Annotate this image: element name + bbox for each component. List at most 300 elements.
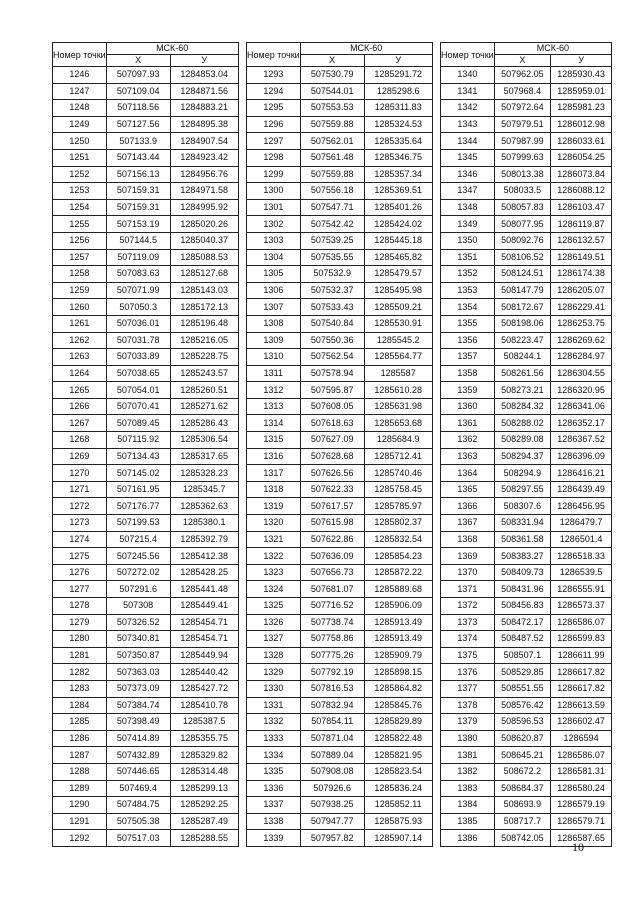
- table-row: [53, 548, 239, 565]
- table-row: [247, 730, 433, 747]
- x-cell: 507972.64: [494, 100, 550, 117]
- point-number-cell: 1355: [441, 315, 495, 332]
- point-number-cell: 1318: [247, 481, 301, 498]
- x-cell: 508596.53: [494, 714, 550, 731]
- table-row: [53, 481, 239, 498]
- point-number-cell: 1374: [441, 631, 495, 648]
- point-number-cell: 1329: [247, 664, 301, 681]
- x-cell: 507031.78: [106, 332, 170, 349]
- y-cell: 1285143.03: [170, 282, 238, 299]
- x-cell: 507350.87: [106, 647, 170, 664]
- y-cell: 1285564.77: [364, 349, 432, 366]
- y-cell: 1286579.71: [551, 813, 612, 830]
- y-cell: 1286539.5: [551, 564, 612, 581]
- point-number-cell: 1275: [53, 548, 107, 565]
- y-cell: 1285712.41: [364, 448, 432, 465]
- y-cell: 1286341.06: [551, 398, 612, 415]
- y-cell: 1285196.48: [170, 315, 238, 332]
- point-number-cell: 1257: [53, 249, 107, 266]
- table-row: [53, 315, 239, 332]
- y-cell: 1285424.02: [364, 216, 432, 233]
- x-cell: 507127.56: [106, 116, 170, 133]
- y-cell: 1285479.57: [364, 266, 432, 283]
- table-row: [247, 564, 433, 581]
- point-number-cell: 1270: [53, 465, 107, 482]
- point-number-cell: 1310: [247, 349, 301, 366]
- point-number-cell: 1312: [247, 382, 301, 399]
- x-cell: 507622.33: [300, 481, 364, 498]
- table-row: [247, 415, 433, 432]
- x-cell: 507118.56: [106, 100, 170, 117]
- x-cell: 507414.89: [106, 730, 170, 747]
- point-number-cell: 1322: [247, 548, 301, 565]
- x-cell: 507556.18: [300, 183, 364, 200]
- y-cell: 1286119.87: [551, 216, 612, 233]
- x-cell: 507484.75: [106, 797, 170, 814]
- point-number-cell: 1276: [53, 564, 107, 581]
- y-cell: 1285610.28: [364, 382, 432, 399]
- y-cell: 1285684.9: [364, 432, 432, 449]
- x-cell: 507622.86: [300, 531, 364, 548]
- point-number-cell: 1278: [53, 598, 107, 615]
- x-cell: 507176.77: [106, 498, 170, 515]
- x-cell: 508409.73: [494, 564, 550, 581]
- table-row: [441, 680, 612, 697]
- table-row: [441, 631, 612, 648]
- x-cell: 507636.09: [300, 548, 364, 565]
- x-cell: 508331.94: [494, 515, 550, 532]
- table-row: [247, 249, 433, 266]
- table-row: [247, 647, 433, 664]
- y-cell: 1285288.55: [170, 830, 238, 847]
- point-number-cell: 1306: [247, 282, 301, 299]
- point-number-cell: 1376: [441, 664, 495, 681]
- point-number-cell: 1303: [247, 232, 301, 249]
- table-row: [247, 332, 433, 349]
- table-row: [53, 83, 239, 100]
- x-cell: 508529.85: [494, 664, 550, 681]
- table-row: [53, 349, 239, 366]
- y-cell: 1285362.63: [170, 498, 238, 515]
- x-cell: 507384.74: [106, 697, 170, 714]
- x-cell: 507245.56: [106, 548, 170, 565]
- y-cell: 1285898.15: [364, 664, 432, 681]
- table-row: [53, 183, 239, 200]
- point-number-cell: 1339: [247, 830, 301, 847]
- point-number-cell: 1267: [53, 415, 107, 432]
- y-cell: 1284853.04: [170, 67, 238, 84]
- point-number-cell: 1286: [53, 730, 107, 747]
- y-cell: 1284895.38: [170, 116, 238, 133]
- point-number-cell: 1315: [247, 432, 301, 449]
- point-number-cell: 1342: [441, 100, 495, 117]
- x-cell: 507119.09: [106, 249, 170, 266]
- table-row: [53, 67, 239, 84]
- table-row: [441, 282, 612, 299]
- table-row: [441, 747, 612, 764]
- table-row: [441, 448, 612, 465]
- point-number-cell: 1379: [441, 714, 495, 731]
- table-row: [247, 531, 433, 548]
- point-number-cell: 1265: [53, 382, 107, 399]
- table-row: [53, 614, 239, 631]
- point-number-cell: 1252: [53, 166, 107, 183]
- table-row: [53, 398, 239, 415]
- y-cell: 1286617.82: [551, 680, 612, 697]
- y-cell: 1285889.68: [364, 581, 432, 598]
- point-number-cell: 1367: [441, 515, 495, 532]
- table-row: [247, 232, 433, 249]
- table-row: [247, 664, 433, 681]
- point-number-cell: 1261: [53, 315, 107, 332]
- point-number-cell: 1321: [247, 531, 301, 548]
- table-row: [247, 797, 433, 814]
- x-cell: 508487.52: [494, 631, 550, 648]
- table-row: [247, 83, 433, 100]
- point-number-cell: 1364: [441, 465, 495, 482]
- coordinates-table-1: [52, 42, 239, 847]
- x-cell: 507987.99: [494, 133, 550, 150]
- point-number-cell: 1320: [247, 515, 301, 532]
- point-number-cell: 1328: [247, 647, 301, 664]
- point-number-cell: 1351: [441, 249, 495, 266]
- x-cell: 507547.71: [300, 199, 364, 216]
- table-row: [53, 647, 239, 664]
- y-cell: 1285907.14: [364, 830, 432, 847]
- point-number-cell: 1311: [247, 365, 301, 382]
- x-cell: 507161.95: [106, 481, 170, 498]
- x-cell: 507446.65: [106, 763, 170, 780]
- point-number-cell: 1369: [441, 548, 495, 565]
- table-row: [441, 598, 612, 615]
- point-number-cell: 1314: [247, 415, 301, 432]
- table-row: [247, 481, 433, 498]
- y-cell: 1285909.79: [364, 647, 432, 664]
- point-number-cell: 1290: [53, 797, 107, 814]
- x-cell: 508223.47: [494, 332, 550, 349]
- point-number-cell: 1386: [441, 830, 495, 847]
- point-number-cell: 1380: [441, 730, 495, 747]
- point-number-cell: 1358: [441, 365, 495, 382]
- table-row: [441, 332, 612, 349]
- x-cell: 507618.63: [300, 415, 364, 432]
- x-cell: 508361.58: [494, 531, 550, 548]
- y-cell: 1286012.98: [551, 116, 612, 133]
- table-body: [53, 67, 239, 847]
- point-number-cell: 1250: [53, 133, 107, 150]
- x-cell: 507156.13: [106, 166, 170, 183]
- table-row: [247, 166, 433, 183]
- y-cell: 1286579.19: [551, 797, 612, 814]
- table-row: [247, 116, 433, 133]
- y-cell: 1285243.57: [170, 365, 238, 382]
- table-row: [53, 266, 239, 283]
- table-row: [441, 697, 612, 714]
- y-cell: 1286205.07: [551, 282, 612, 299]
- table-row: [247, 199, 433, 216]
- point-number-cell: 1385: [441, 813, 495, 830]
- x-cell: 507071.99: [106, 282, 170, 299]
- y-cell: 1285287.49: [170, 813, 238, 830]
- x-cell: 507033.89: [106, 349, 170, 366]
- table-body: [247, 67, 433, 847]
- x-cell: 507947.77: [300, 813, 364, 830]
- table-row: [247, 830, 433, 847]
- point-number-cell: 1341: [441, 83, 495, 100]
- table-row: [441, 398, 612, 415]
- x-cell: 508472.17: [494, 614, 550, 631]
- x-cell: 507854.11: [300, 714, 364, 731]
- x-cell: 507036.01: [106, 315, 170, 332]
- table-row: [247, 763, 433, 780]
- y-cell: 1285088.53: [170, 249, 238, 266]
- y-cell: 1286586.07: [551, 747, 612, 764]
- table-row: [53, 166, 239, 183]
- table-row: [441, 548, 612, 565]
- point-number-cell: 1325: [247, 598, 301, 615]
- header-system: МСК-60: [494, 43, 611, 55]
- x-cell: 507926.6: [300, 780, 364, 797]
- y-cell: 1284871.56: [170, 83, 238, 100]
- table-row: [441, 415, 612, 432]
- x-cell: 507109.04: [106, 83, 170, 100]
- table-row: [247, 614, 433, 631]
- table-row: [53, 199, 239, 216]
- point-number-cell: 1308: [247, 315, 301, 332]
- y-cell: 1286253.75: [551, 315, 612, 332]
- point-number-cell: 1309: [247, 332, 301, 349]
- table-row: [247, 315, 433, 332]
- x-cell: 507144.5: [106, 232, 170, 249]
- y-cell: 1285587: [364, 365, 432, 382]
- table-body: [441, 67, 612, 847]
- point-number-cell: 1297: [247, 133, 301, 150]
- x-cell: 508297.55: [494, 481, 550, 498]
- point-number-cell: 1273: [53, 515, 107, 532]
- point-number-cell: 1373: [441, 614, 495, 631]
- table-row: [441, 714, 612, 731]
- point-number-cell: 1317: [247, 465, 301, 482]
- table-row: [53, 747, 239, 764]
- x-cell: 508273.21: [494, 382, 550, 399]
- table-row: [441, 199, 612, 216]
- x-cell: 507628.68: [300, 448, 364, 465]
- y-cell: 1285311.83: [364, 100, 432, 117]
- y-cell: 1286054.25: [551, 149, 612, 166]
- point-number-cell: 1344: [441, 133, 495, 150]
- point-number-cell: 1284: [53, 697, 107, 714]
- y-cell: 1286352.17: [551, 415, 612, 432]
- y-cell: 1286439.49: [551, 481, 612, 498]
- y-cell: 1285822.48: [364, 730, 432, 747]
- x-cell: 507070.41: [106, 398, 170, 415]
- table-row: [53, 415, 239, 432]
- point-number-cell: 1353: [441, 282, 495, 299]
- x-cell: 507775.26: [300, 647, 364, 664]
- table-row: [441, 813, 612, 830]
- point-number-cell: 1281: [53, 647, 107, 664]
- point-number-cell: 1332: [247, 714, 301, 731]
- x-cell: 508147.79: [494, 282, 550, 299]
- x-cell: 507054.01: [106, 382, 170, 399]
- header-point-number: Номер точки: [53, 43, 107, 67]
- x-cell: 508431.96: [494, 581, 550, 598]
- table-row: [247, 67, 433, 84]
- y-cell: 1285445.18: [364, 232, 432, 249]
- table-row: [247, 813, 433, 830]
- x-cell: 507938.25: [300, 797, 364, 814]
- point-number-cell: 1277: [53, 581, 107, 598]
- point-number-cell: 1266: [53, 398, 107, 415]
- x-cell: 507595.87: [300, 382, 364, 399]
- point-number-cell: 1258: [53, 266, 107, 283]
- table-row: [247, 697, 433, 714]
- x-cell: 507957.82: [300, 830, 364, 847]
- y-cell: 1286555.91: [551, 581, 612, 598]
- point-number-cell: 1307: [247, 299, 301, 316]
- table-row: [441, 780, 612, 797]
- point-number-cell: 1301: [247, 199, 301, 216]
- point-number-cell: 1289: [53, 780, 107, 797]
- y-cell: 1286613.59: [551, 697, 612, 714]
- x-cell: 507871.04: [300, 730, 364, 747]
- y-cell: 1285454.71: [170, 614, 238, 631]
- x-cell: 508198.06: [494, 315, 550, 332]
- y-cell: 1285298.6: [364, 83, 432, 100]
- x-cell: 507716.52: [300, 598, 364, 615]
- x-cell: 507326.52: [106, 614, 170, 631]
- table-row: [247, 780, 433, 797]
- x-cell: 508693.9: [494, 797, 550, 814]
- y-cell: 1285040.37: [170, 232, 238, 249]
- point-number-cell: 1337: [247, 797, 301, 814]
- y-cell: 1286284.97: [551, 349, 612, 366]
- table-row: [441, 664, 612, 681]
- table-row: [53, 664, 239, 681]
- y-cell: 1285875.93: [364, 813, 432, 830]
- x-cell: 508124.51: [494, 266, 550, 283]
- x-cell: 507792.19: [300, 664, 364, 681]
- y-cell: 1285020.26: [170, 216, 238, 233]
- x-cell: 507398.49: [106, 714, 170, 731]
- y-cell: 1285845.76: [364, 697, 432, 714]
- point-number-cell: 1291: [53, 813, 107, 830]
- x-cell: 508576.42: [494, 697, 550, 714]
- header-x: X: [300, 55, 364, 67]
- point-number-cell: 1330: [247, 680, 301, 697]
- point-number-cell: 1288: [53, 763, 107, 780]
- point-number-cell: 1262: [53, 332, 107, 349]
- y-cell: 1284907.54: [170, 133, 238, 150]
- x-cell: 507758.86: [300, 631, 364, 648]
- y-cell: 1286103.47: [551, 199, 612, 216]
- table-row: [53, 382, 239, 399]
- point-number-cell: 1372: [441, 598, 495, 615]
- x-cell: 507153.19: [106, 216, 170, 233]
- table-row: [53, 448, 239, 465]
- table-row: [247, 216, 433, 233]
- table-row: [247, 631, 433, 648]
- x-cell: 508013.38: [494, 166, 550, 183]
- point-number-cell: 1361: [441, 415, 495, 432]
- y-cell: 1285454.71: [170, 631, 238, 648]
- table-row: [53, 249, 239, 266]
- point-number-cell: 1299: [247, 166, 301, 183]
- x-cell: 507544.01: [300, 83, 364, 100]
- table-row: [53, 498, 239, 515]
- x-cell: 508645.21: [494, 747, 550, 764]
- y-cell: 1285913.49: [364, 631, 432, 648]
- x-cell: 508620.87: [494, 730, 550, 747]
- point-number-cell: 1333: [247, 730, 301, 747]
- table-row: [441, 365, 612, 382]
- point-number-cell: 1340: [441, 67, 495, 84]
- table-row: [53, 730, 239, 747]
- y-cell: 1285981.23: [551, 100, 612, 117]
- table-row: [247, 365, 433, 382]
- y-cell: 1285329.82: [170, 747, 238, 764]
- table-row: [53, 680, 239, 697]
- point-number-cell: 1274: [53, 531, 107, 548]
- table-row: [247, 581, 433, 598]
- y-cell: 1285328.23: [170, 465, 238, 482]
- point-number-cell: 1263: [53, 349, 107, 366]
- y-cell: 1285228.75: [170, 349, 238, 366]
- x-cell: 507133.9: [106, 133, 170, 150]
- table-row: [247, 515, 433, 532]
- x-cell: 507143.44: [106, 149, 170, 166]
- y-cell: 1285441.48: [170, 581, 238, 598]
- table-row: [53, 365, 239, 382]
- x-cell: 507626.56: [300, 465, 364, 482]
- y-cell: 1286149.51: [551, 249, 612, 266]
- table-row: [441, 465, 612, 482]
- y-cell: 1285631.98: [364, 398, 432, 415]
- point-number-cell: 1285: [53, 714, 107, 731]
- x-cell: 507559.88: [300, 166, 364, 183]
- point-number-cell: 1347: [441, 183, 495, 200]
- header-x: X: [494, 55, 550, 67]
- table-row: [441, 83, 612, 100]
- table-row: [53, 763, 239, 780]
- x-cell: 507291.6: [106, 581, 170, 598]
- x-cell: 507308: [106, 598, 170, 615]
- table-row: [53, 631, 239, 648]
- point-number-cell: 1370: [441, 564, 495, 581]
- table-row: [247, 299, 433, 316]
- y-cell: 1284883.21: [170, 100, 238, 117]
- y-cell: 1285357.34: [364, 166, 432, 183]
- table-row: [441, 116, 612, 133]
- table-row: [441, 299, 612, 316]
- header-system: МСК-60: [300, 43, 432, 55]
- y-cell: 1285906.09: [364, 598, 432, 615]
- table-row: [247, 714, 433, 731]
- y-cell: 1286587.65: [551, 830, 612, 847]
- point-number-cell: 1304: [247, 249, 301, 266]
- point-number-cell: 1251: [53, 149, 107, 166]
- y-cell: 1285545.2: [364, 332, 432, 349]
- x-cell: 507656.73: [300, 564, 364, 581]
- point-number-cell: 1334: [247, 747, 301, 764]
- table-row: [441, 149, 612, 166]
- point-number-cell: 1378: [441, 697, 495, 714]
- y-cell: 1285802.37: [364, 515, 432, 532]
- table-row: [53, 813, 239, 830]
- y-cell: 1285335.64: [364, 133, 432, 150]
- point-number-cell: 1352: [441, 266, 495, 283]
- x-cell: 508294.37: [494, 448, 550, 465]
